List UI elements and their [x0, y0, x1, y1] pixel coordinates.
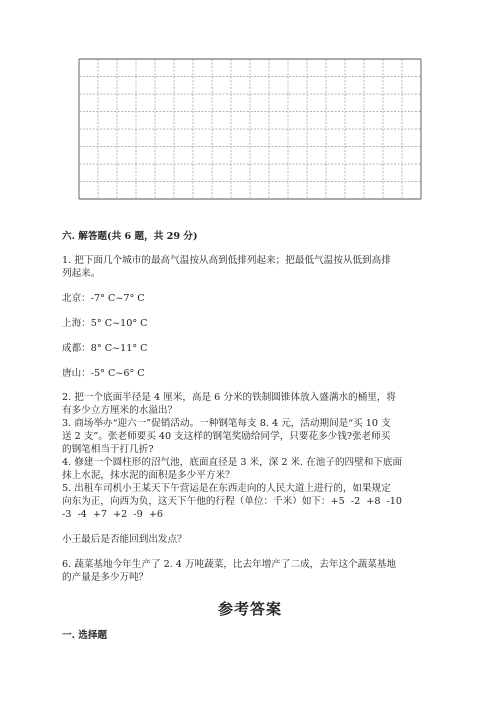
q1-city-shanghai: 上海：5° C~10° C — [62, 318, 148, 329]
q2-line2: 有多少立方厘米的水溢出？ — [62, 405, 178, 416]
section6-heading: 六. 解答题(共 6 题，共 29 分) — [62, 231, 198, 242]
q5-line2: 向东为正，向西为负，这天下午他的行程（单位：千米）如下：+5 -2 +8 -10 — [62, 496, 403, 507]
q2-line1: 2. 把一个底面半径是 4 厘米，高是 6 分米的铁制圆锥体放入盛满水的桶里，将 — [62, 392, 397, 403]
answer-key-title: 参考答案 — [217, 600, 282, 618]
q3-line2: 送 2 支”。张老师要买 40 支这样的钢笔奖励给同学，只要花多少钱?张老师买 — [62, 431, 391, 442]
q3-line3: 的钢笔相当于打几折? — [62, 444, 154, 455]
writing-grid — [78, 58, 424, 202]
q5-line1: 5. 出租车司机小王某天下午营运是在东西走向的人民大道上进行的，如果规定 — [62, 483, 391, 494]
q1-line2: 列起来。 — [62, 268, 101, 279]
q1-city-beijing: 北京：-7° C~7° C — [62, 293, 145, 304]
q4-line1: 4. 修建一个圆柱形的沼气池，底面直径是 3 米，深 2 米. 在池子的四壁和下底面 — [62, 457, 403, 468]
q1-line1: 1. 把下面几个城市的最高气温按从高到低排列起来；把最低气温按从低到高排 — [62, 255, 391, 266]
answers-section1-heading: 一. 选择题 — [62, 630, 108, 641]
q5-line3: -3 -4 +7 +2 -9 +6 — [62, 509, 163, 520]
q4-line2: 抹上水泥，抹水泥的面积是多少平方米？ — [62, 470, 235, 481]
q1-city-tangshan: 唐山：-5° C~6° C — [62, 368, 145, 379]
q5-question: 小王最后是否能回到出发点？ — [62, 534, 187, 545]
q6-line2: 的产量是多少万吨？ — [62, 572, 149, 583]
q3-line1: 3. 商场举办“迎六一”促销活动。一种钢笔每支 8. 4 元，活动期间是“买 10 支 — [62, 418, 391, 429]
q6-line1: 6. 蔬菜基地今年生产了 2. 4 万吨蔬菜，比去年增产了二成，去年这个蔬菜基地 — [62, 559, 397, 570]
q1-city-chengdu: 成都：8° C~11° C — [62, 343, 148, 354]
